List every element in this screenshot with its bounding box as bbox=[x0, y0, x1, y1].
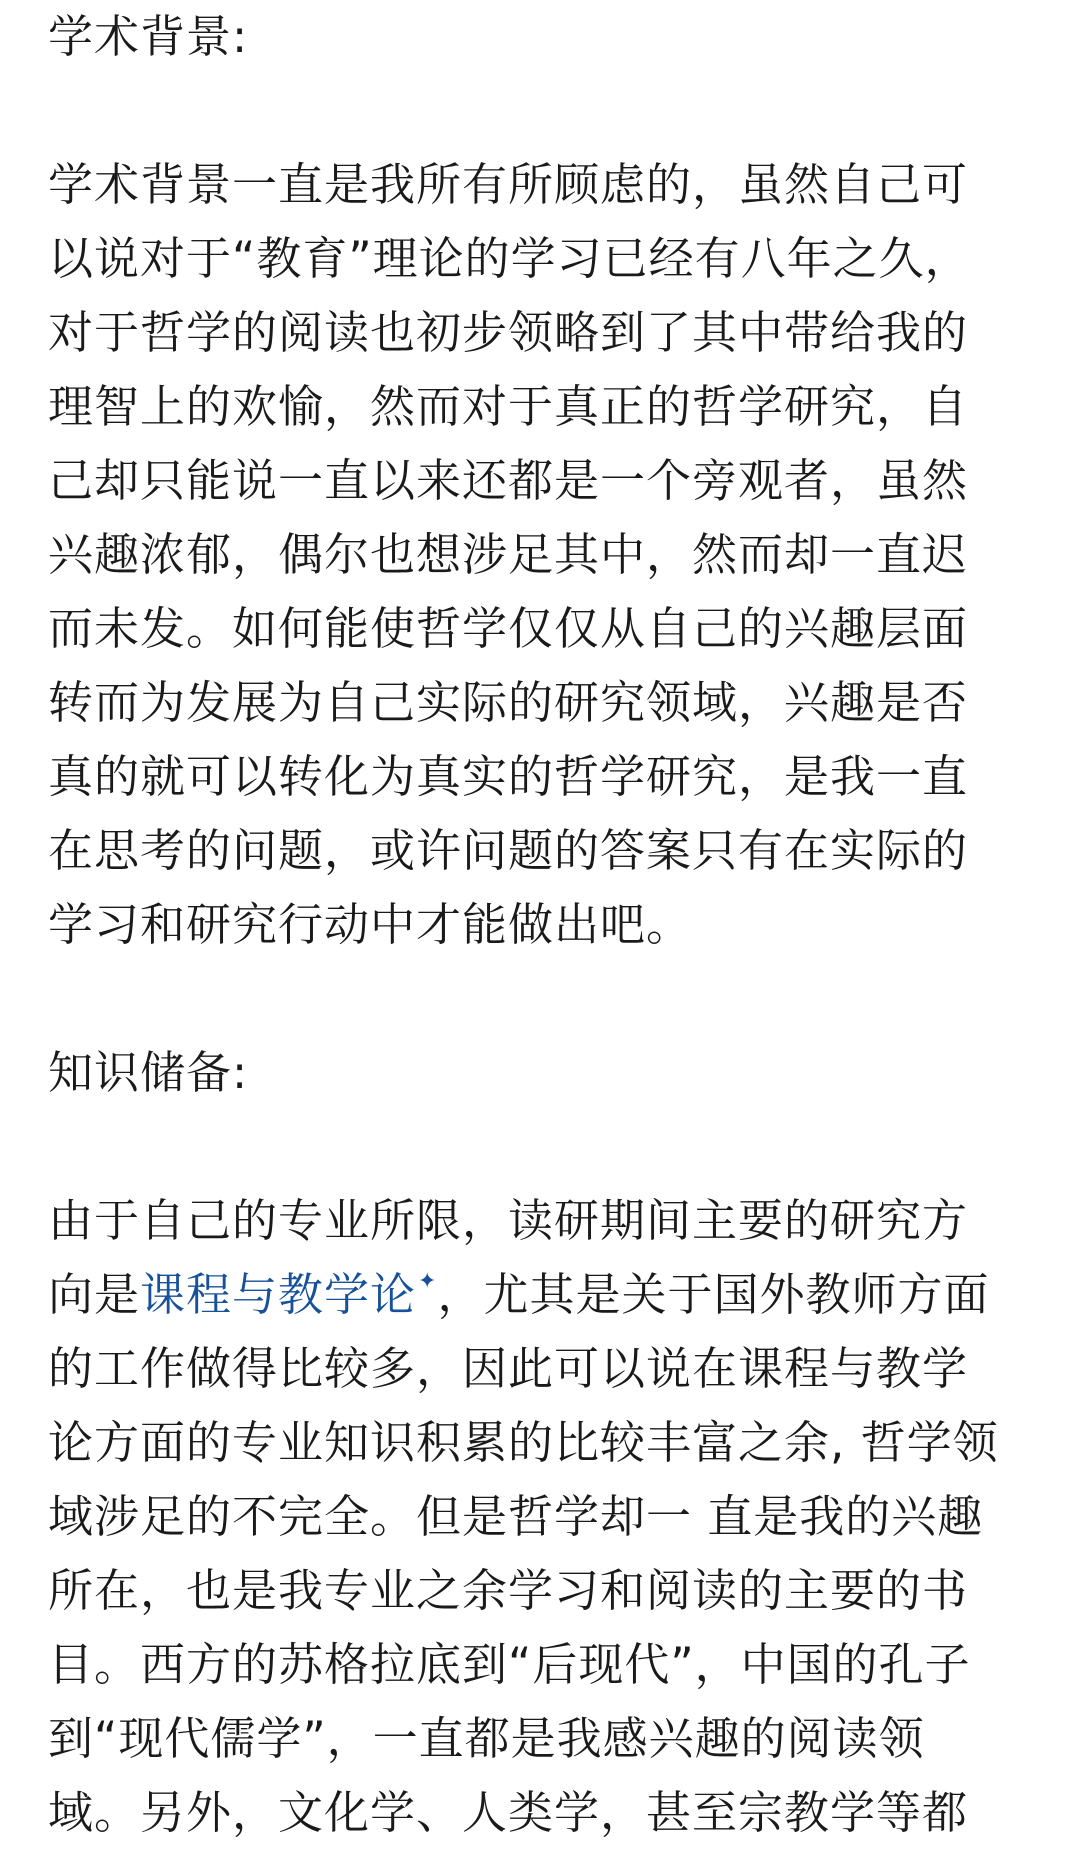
text-line: 域。另外，文化学、人类学，甚至宗教学等都 bbox=[48, 1786, 969, 1839]
text-line: 到“现代儒学”，一直都是我感兴趣的阅读领 bbox=[48, 1712, 925, 1765]
text-line: 己却只能说一直以来还都是一个旁观者，虽然 bbox=[48, 454, 969, 507]
paragraph-gap bbox=[48, 1110, 1048, 1184]
keyword-link-label[interactable]: 课程与教学论 bbox=[140, 1268, 417, 1321]
text-line: 域涉足的不完全。但是哲学却一 直是我的兴趣 bbox=[48, 1490, 984, 1543]
text-line: 真的就可以转化为真实的哲学研究，是我一直 bbox=[48, 750, 969, 803]
text-fragment: 向是 bbox=[48, 1268, 141, 1321]
text-fragment: ，尤其是关于国外教师方面 bbox=[437, 1268, 990, 1321]
text-line: 学术背景一直是我所有所顾虑的，虽然自己可 bbox=[48, 158, 969, 211]
paragraph-academic-background bbox=[48, 148, 1048, 962]
paragraph-gap bbox=[48, 74, 1048, 148]
text-line: 学习和研究行动中才能做出吧。 bbox=[48, 898, 693, 951]
text-line: 对于哲学的阅读也初步领略到了其中带给我的 bbox=[48, 306, 969, 359]
keyword-link-curriculum-teaching[interactable] bbox=[140, 1268, 437, 1321]
text-line: 以说对于“教育”理论的学习已经有八年之久， bbox=[48, 232, 971, 285]
article-body bbox=[48, 0, 1048, 1850]
text-line: 而未发。如何能使哲学仅仅从自己的兴趣层面 bbox=[48, 602, 969, 655]
text-line: 所在，也是我专业之余学习和阅读的主要的书 bbox=[48, 1564, 969, 1617]
section-heading-academic-background: 学术背景: bbox=[48, 10, 249, 63]
text-line: 论方面的专业知识积累的比较丰富之余, 哲学领 bbox=[48, 1416, 999, 1469]
text-line: 理智上的欢愉，然而对于真正的哲学研究，自 bbox=[48, 380, 969, 433]
text-line: 由于自己的专业所限，读研期间主要的研究方 bbox=[48, 1194, 969, 1247]
section-heading-knowledge-reserve: 知识储备: bbox=[48, 1046, 249, 1099]
text-line: 转而为发展为自己实际的研究领域，兴趣是否 bbox=[48, 676, 969, 729]
text-line-with-link bbox=[48, 1258, 1048, 1332]
text-line: 的工作做得比较多，因此可以说在课程与教学 bbox=[48, 1342, 969, 1395]
sparkle-icon: ✦ bbox=[418, 1269, 438, 1294]
text-line: 在思考的问题，或许问题的答案只有在实际的 bbox=[48, 824, 969, 877]
paragraph-gap bbox=[48, 962, 1048, 1036]
text-line: 目。西方的苏格拉底到“后现代”，中国的孔子 bbox=[48, 1638, 971, 1691]
paragraph-knowledge-reserve bbox=[48, 1184, 1048, 1850]
text-line: 兴趣浓郁，偶尔也想涉足其中，然而却一直迟 bbox=[48, 528, 969, 581]
